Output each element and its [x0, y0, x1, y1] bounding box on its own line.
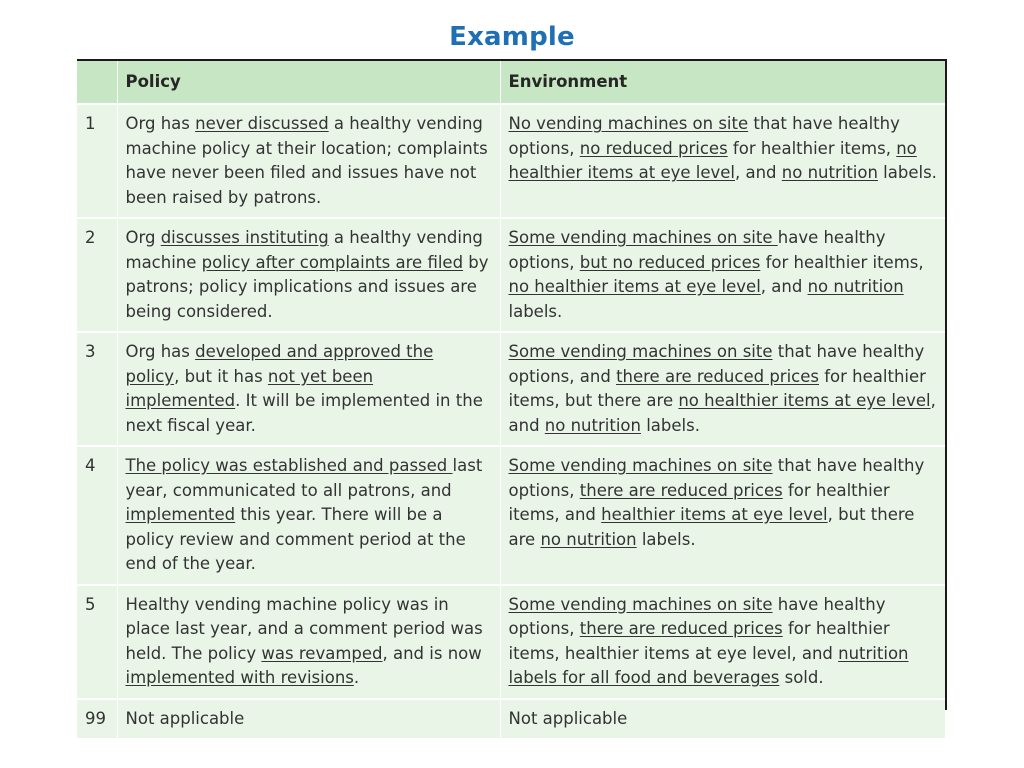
underlined-phrase: no healthier items at eye level [678, 391, 931, 410]
text-run: Org has [125, 114, 196, 133]
underlined-phrase: No vending machines on site [508, 114, 749, 133]
text-run: sold. [779, 668, 824, 687]
environment-cell [500, 332, 945, 446]
text-run: for healthier items, and [508, 480, 890, 524]
underlined-phrase: discusses instituting [160, 228, 329, 247]
policy-cell [117, 104, 500, 218]
text-run: for healthier items, but there are [508, 366, 926, 410]
table-row [77, 104, 945, 218]
environment-cell [500, 585, 945, 699]
text-run: Org has [125, 342, 196, 361]
text-run: Not applicable [508, 708, 628, 728]
text-run: , and [760, 277, 808, 296]
environment-cell [500, 446, 945, 585]
policy-cell [117, 446, 500, 585]
text-run: labels. [508, 301, 563, 321]
text-run: have healthy options, [508, 228, 886, 272]
underlined-phrase: policy after complaints are filed [201, 252, 464, 272]
text-run: by patrons; policy implications and issues are being considered. [125, 252, 489, 321]
underlined-phrase: no nutrition [540, 529, 637, 549]
policy-cell [117, 218, 500, 332]
underlined-phrase: nutrition labels for all food and beverages [508, 643, 909, 687]
underlined-phrase: healthier items at eye level [601, 505, 828, 524]
policy-environment-table [77, 61, 945, 740]
text-run: this year. There will be a policy review and comment period at the end of the year. [125, 505, 466, 573]
text-run: that have healthy options, [508, 456, 925, 500]
text-run: , but there are [508, 505, 915, 549]
underlined-phrase: there are reduced prices [579, 619, 783, 638]
underlined-phrase: never discussed [195, 114, 329, 133]
text-run: for healthier items, [727, 138, 897, 158]
text-run: for healthier items, [760, 252, 924, 272]
table-row [77, 218, 945, 332]
row-number: 99 [77, 699, 117, 740]
underlined-phrase: but no reduced prices [579, 252, 761, 272]
table-row [77, 332, 945, 446]
underlined-phrase: Some vending machines on site [508, 594, 773, 614]
underlined-phrase: was revamped [261, 643, 383, 663]
environment-cell [500, 104, 945, 218]
row-number: 2 [77, 218, 117, 332]
text-run: a healthy vending machine [125, 228, 483, 272]
underlined-phrase: implemented with revisions [125, 668, 354, 687]
underlined-phrase: there are reduced prices [579, 480, 783, 500]
text-run: for healthier items, healthier items at eye level, and [508, 619, 890, 663]
table-header-row [77, 61, 945, 104]
text-run: Healthy vending machine policy was in place last year, and a comment period was held. The policy [125, 594, 483, 663]
header-environment: Environment [500, 61, 945, 104]
header-number [77, 61, 117, 104]
text-run: , but it has [174, 366, 268, 386]
policy-cell [117, 332, 500, 446]
text-run: that have healthy options, [508, 114, 900, 158]
table-row [77, 699, 945, 740]
table-body [77, 104, 945, 739]
text-run: labels. [877, 163, 937, 182]
text-run: that have healthy options, and [508, 342, 925, 386]
underlined-phrase: Some vending machines on site [508, 342, 773, 361]
underlined-phrase: no reduced prices [579, 138, 728, 158]
row-number: 3 [77, 332, 117, 446]
policy-cell [117, 699, 500, 740]
text-run: last year, communicated to all patrons, and [125, 456, 483, 500]
row-number: 5 [77, 585, 117, 699]
text-run: Not applicable [125, 708, 245, 728]
text-run: , and [735, 163, 782, 182]
policy-cell [117, 585, 500, 699]
underlined-phrase: implemented [125, 505, 236, 524]
underlined-phrase: there are reduced prices [616, 366, 819, 386]
underlined-phrase: Some vending machines on site [508, 456, 773, 475]
underlined-phrase: developed and approved the policy [125, 342, 434, 386]
header-policy: Policy [117, 61, 500, 104]
underlined-phrase: no nutrition [781, 163, 878, 182]
table-row [77, 446, 945, 585]
table-row [77, 585, 945, 699]
text-run: . [353, 668, 360, 687]
policy-environment-table-container [77, 59, 947, 728]
text-run: . It will be implemented in the next fiscal year. [125, 391, 483, 435]
text-run: labels. [636, 529, 696, 549]
text-run: , and is now [382, 643, 482, 663]
underlined-phrase: The policy was established and passed [125, 456, 453, 475]
row-number: 4 [77, 446, 117, 585]
environment-cell [500, 218, 945, 332]
row-number: 1 [77, 104, 117, 218]
underlined-phrase: no healthier items at eye level [508, 138, 917, 182]
text-run: labels. [640, 415, 700, 435]
underlined-phrase: no nutrition [544, 415, 641, 435]
underlined-phrase: no nutrition [807, 277, 904, 296]
text-run: , and [508, 391, 936, 435]
environment-cell [500, 699, 945, 740]
slide-title: Example [449, 22, 575, 52]
text-run: Org [125, 228, 161, 247]
underlined-phrase: not yet been implemented [125, 366, 374, 410]
underlined-phrase: Some vending machines on site [508, 228, 778, 247]
text-run: have healthy options, [508, 594, 886, 638]
underlined-phrase: no healthier items at eye level [508, 277, 761, 296]
text-run: a healthy vending machine policy at their location; complaints have never been filed and issues have not been raised by patrons. [125, 114, 488, 207]
